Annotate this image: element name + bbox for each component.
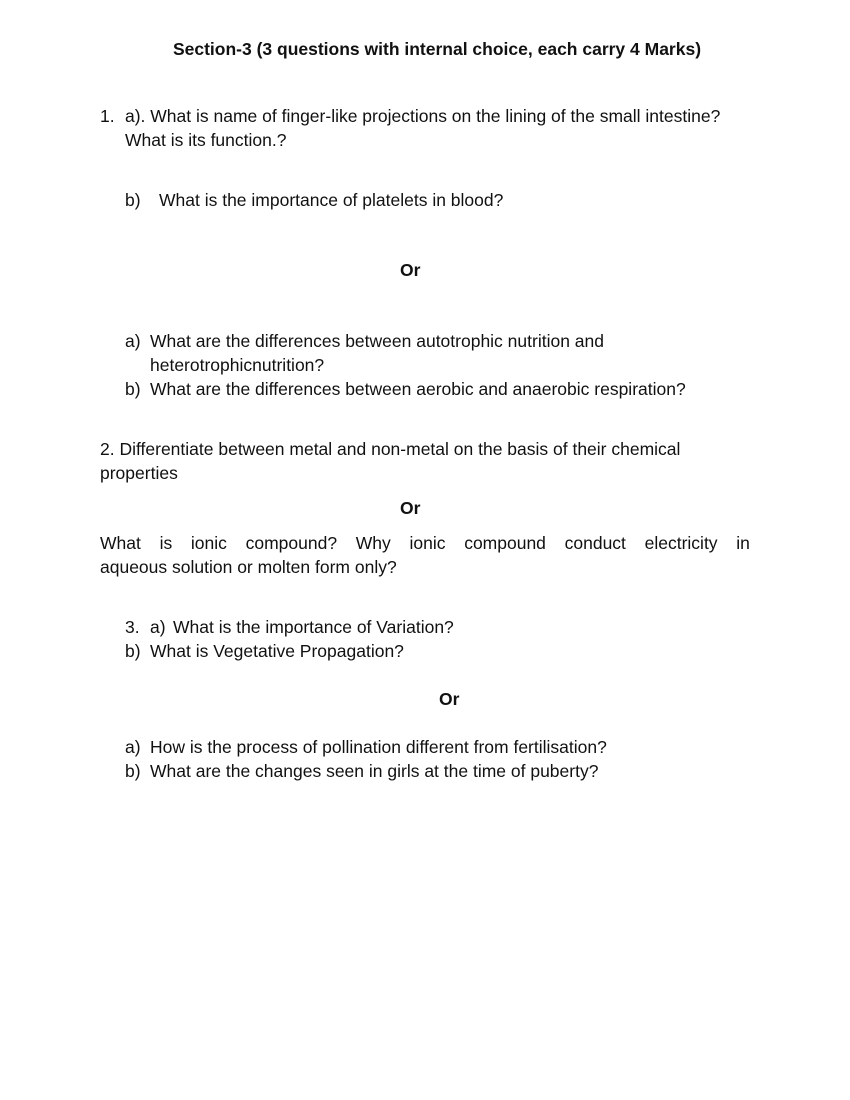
word: compound? — [245, 533, 338, 553]
q3-number: 3. — [125, 617, 140, 637]
q1-alt-b-marker: b) — [125, 379, 141, 399]
or-separator-3: Or — [439, 689, 460, 709]
word: compound — [464, 533, 546, 553]
q1-alt-a-marker: a) — [125, 331, 141, 351]
q3-a-text: What is the importance of Variation? — [173, 617, 454, 637]
or-separator-1: Or — [400, 260, 421, 280]
word: in — [736, 533, 750, 553]
or-separator-2: Or — [400, 498, 421, 518]
q3-a-marker: a) — [150, 617, 166, 637]
q1-b-text: What is the importance of platelets in blood? — [159, 190, 504, 210]
word: is — [159, 533, 173, 553]
word: ionic — [409, 533, 446, 553]
q1-a-line2: What is its function.? — [125, 130, 287, 150]
q3-alt-a-text: How is the process of pollination different from fertilisation? — [150, 737, 607, 757]
word: ionic — [190, 533, 227, 553]
q2-line1: 2. Differentiate between metal and non-metal on the basis of their chemical — [100, 439, 681, 459]
q2-alt-line1 — [100, 531, 750, 555]
q1-alt-a-line1: What are the differences between autotrophic nutrition and — [150, 331, 604, 351]
q3-alt-b-marker: b) — [125, 761, 141, 781]
q3-b-text: What is Vegetative Propagation? — [150, 641, 404, 661]
q2-line2: properties — [100, 463, 178, 483]
word: conduct — [564, 533, 626, 553]
q3-b-marker: b) — [125, 641, 141, 661]
q1-b-marker: b) — [125, 190, 141, 210]
word: electricity — [644, 533, 718, 553]
q2-alt-line2: aqueous solution or molten form only? — [100, 557, 397, 577]
section-title: Section-3 (3 questions with internal choice, each carry 4 Marks) — [172, 39, 702, 59]
q3-alt-b-text: What are the changes seen in girls at the time of puberty? — [150, 761, 599, 781]
q1-alt-b-text: What are the differences between aerobic and anaerobic respiration? — [150, 379, 686, 399]
word: Why — [355, 533, 391, 553]
q1-alt-a-line2: heterotrophicnutrition? — [150, 355, 325, 375]
q1-a-line1: a). What is name of finger-like projections on the lining of the small intestine? — [125, 106, 721, 126]
q1-number: 1. — [100, 106, 115, 126]
word: What — [100, 533, 141, 553]
q3-alt-a-marker: a) — [125, 737, 141, 757]
